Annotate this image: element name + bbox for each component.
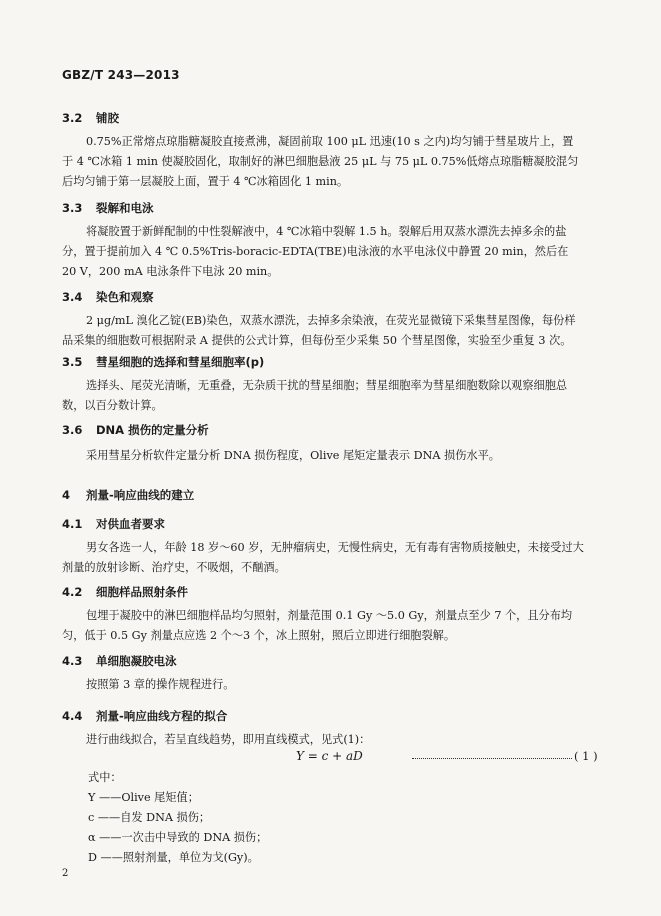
section-title: 铺胶	[96, 111, 119, 125]
section-number: 3.5	[62, 355, 83, 369]
chapter-heading-4	[62, 487, 194, 503]
chapter-title: 剂量-响应曲线的建立	[86, 488, 195, 502]
section-paragraph-3-5: 选择头、尾荧光清晰，无重叠，无杂质干扰的彗星细胞；彗星细胞率为彗星细胞数除以观察细胞总 数，以百分数计算。	[62, 379, 568, 412]
section-number: 4.2	[62, 585, 83, 599]
chapter-number: 4	[62, 488, 71, 502]
section-heading-3-5	[62, 354, 264, 370]
formula-expression: Y = c + aD	[296, 749, 363, 763]
definition-item: c ——自发 DNA 损伤；	[88, 811, 211, 824]
section-heading-4-2	[62, 584, 188, 600]
section-title: 对供血者要求	[96, 517, 165, 531]
section-paragraph-3-6: 采用彗星分析软件定量分析 DNA 损伤程度，Olive 尾矩定量表示 DNA 损伤水平。	[86, 449, 500, 462]
section-number: 3.4	[62, 290, 83, 304]
section-paragraph-4-1: 男女各选一人，年龄 18 岁～60 岁，无肿瘤病史，无慢性病史，无有毒有害物质接触史，未接受过大 剂量的放射诊断、治疗史，不吸烟，不酗酒。	[62, 541, 584, 574]
definition-item: α ——一次击中导致的 DNA 损伤；	[88, 831, 268, 844]
section-title: 彗星细胞的选择和彗星细胞率(p)	[96, 355, 265, 369]
definition-item: Y ——Olive 尾矩值；	[88, 791, 199, 804]
section-title: DNA 损伤的定量分析	[96, 423, 209, 437]
section-title: 细胞样品照射条件	[96, 585, 188, 599]
section-heading-4-4	[62, 708, 227, 724]
section-heading-3-6	[62, 422, 209, 438]
definition-item: D ——照射剂量，单位为戈(Gy)。	[88, 851, 259, 864]
page-number: 2	[62, 868, 69, 879]
section-number: 3.6	[62, 423, 83, 437]
section-title: 染色和观察	[96, 290, 154, 304]
section-title: 裂解和电泳	[96, 201, 154, 215]
section-number: 4.3	[62, 654, 83, 668]
section-paragraph-3-4: 2 μg/mL 溴化乙锭(EB)染色，双蒸水漂洗，去掉多余染液，在荧光显微镜下采集彗星图像，每份样 品采集的细胞数可根据附录 A 提供的公式计算，但每份至少采集 50 个彗星图像，实验至少重复 3 次。	[62, 314, 576, 347]
section-paragraph-4-3: 按照第 3 章的操作规程进行。	[86, 678, 235, 691]
section-number: 4.1	[62, 517, 83, 531]
formula-leader-dots	[412, 752, 572, 759]
where-label: 式中：	[88, 771, 122, 784]
section-paragraph-3-2: 0.75%正常熔点琼脂糖凝胶直接煮沸，凝固前取 100 μL 迅速(10 s 之内)均匀铺于彗星玻片上，置 于 4 ℃冰箱 1 min 使凝胶固化，取制好的淋巴细胞悬液 25 μL 与 75 μL 0.75%低熔点琼脂糖凝胶混匀 后均匀铺于第一层凝胶上面，置于 4 ℃冰箱固化 1 min。	[62, 135, 579, 188]
section-heading-4-1	[62, 516, 165, 532]
section-number: 4.4	[62, 709, 83, 723]
section-number: 3.3	[62, 201, 83, 215]
section-number: 3.2	[62, 111, 83, 125]
section-heading-3-4	[62, 289, 154, 305]
section-paragraph-4-4: 进行曲线拟合，若呈直线趋势，即用直线模式，见式(1)：	[86, 733, 371, 746]
section-heading-3-3	[62, 200, 154, 216]
section-heading-4-3	[62, 653, 177, 669]
definition-list	[88, 768, 267, 868]
section-paragraph-4-2: 包埋于凝胶中的淋巴细胞样品均匀照射，剂量范围 0.1 Gy ～5.0 Gy，剂量点至少 7 个，且分布均 匀，低于 0.5 Gy 剂量点应选 2 个～3 个，冰上照射，照后立即进行细胞裂解。	[62, 609, 573, 642]
formula-number: ( 1 )	[574, 749, 598, 763]
document-code: GBZ/T 243—2013	[62, 68, 180, 82]
section-title: 单细胞凝胶电泳	[96, 654, 177, 668]
section-paragraph-3-3: 将凝胶置于新鲜配制的中性裂解液中，4 ℃冰箱中裂解 1.5 h。裂解后用双蒸水漂洗去掉多余的盐 分，置于提前加入 4 ℃ 0.5%Tris-boracic-EDTA(TBE)电泳液的水平电泳仪中静置 20 min，然后在 20 V，200 mA 电泳条件下电泳 20 min。	[62, 225, 569, 278]
section-title: 剂量-响应曲线方程的拟合	[96, 709, 228, 723]
section-heading-3-2	[62, 110, 119, 126]
